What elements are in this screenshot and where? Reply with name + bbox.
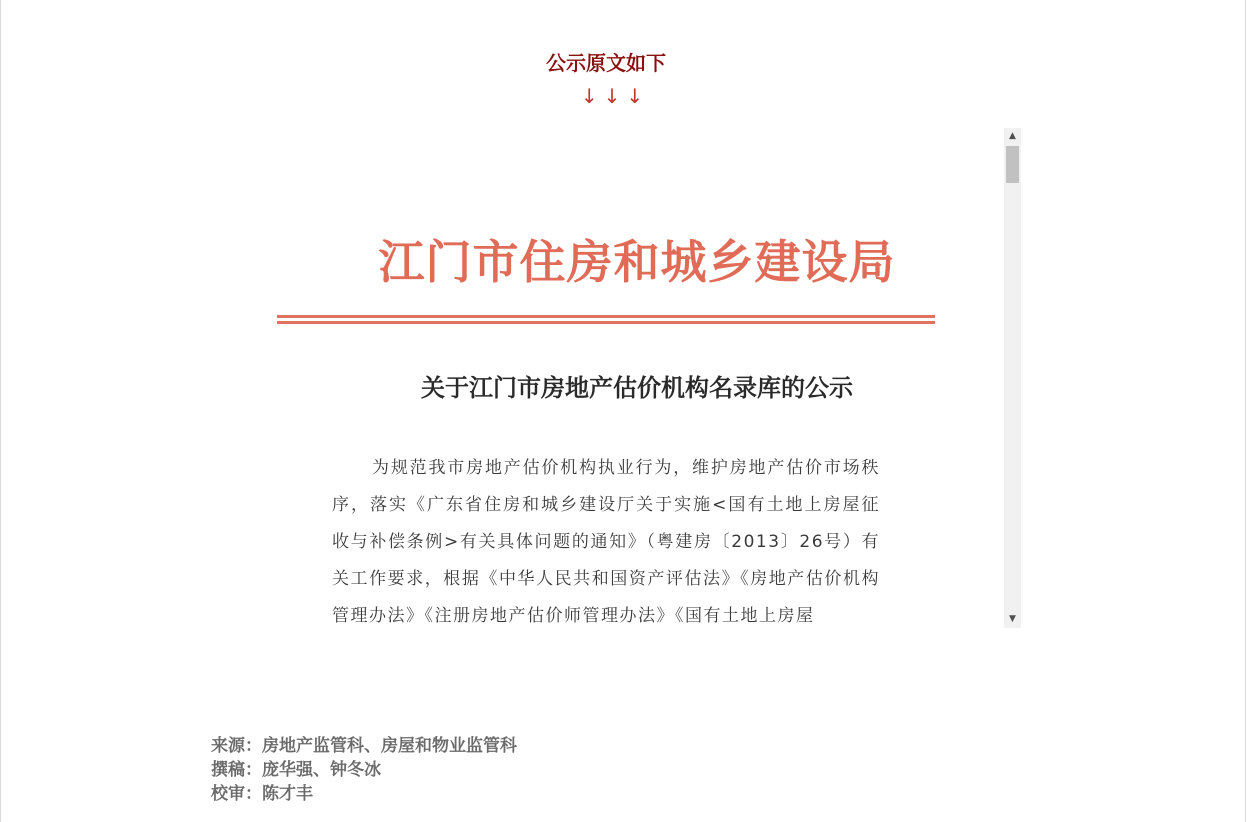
vertical-scrollbar[interactable]	[1004, 128, 1021, 628]
announcement-heading: 公示原文如下	[546, 51, 666, 75]
footer-author-value: 庞华强、钟冬冰	[262, 760, 381, 780]
scroll-up-icon[interactable]: ▲	[1009, 131, 1016, 141]
document-org-name: 江门市住房和城乡建设局	[378, 235, 896, 289]
page-border-left	[0, 0, 1, 822]
footer-reviewer-value: 陈才丰	[262, 784, 313, 804]
footer-reviewer-row	[211, 782, 517, 806]
article-footer	[211, 734, 517, 806]
scrollbar-thumb[interactable]	[1006, 146, 1019, 183]
document-viewer[interactable]	[270, 128, 1021, 628]
document-page	[270, 128, 1004, 628]
down-arrows-icon: ↓↓↓	[580, 84, 650, 108]
page-border-right	[1245, 0, 1246, 822]
footer-source-value: 房地产监管科、房屋和物业监管科	[262, 736, 517, 756]
document-header-rule-top	[277, 315, 935, 318]
document-header-rule-bottom	[277, 321, 935, 324]
document-body-text: 为规范我市房地产估价机构执业行为，维护房地产估价市场秩序，落实《广东省住房和城乡建设厅关于实施<国有土地上房屋征收与补偿条例>有关具体问题的通知》（粤建房〔2013〕26号）有关工作要求，根据《中华人民共和国资产评估法》《房地产估价机构管理办法》《注册房地产估价师管理办法》《国有土地上房屋	[332, 458, 880, 626]
document-title: 关于江门市房地产估价机构名录库的公示	[421, 373, 853, 402]
footer-author-row	[211, 758, 517, 782]
footer-source-label: 来源：	[211, 736, 262, 756]
footer-reviewer-label: 校审：	[211, 784, 262, 804]
footer-author-label: 撰稿：	[211, 760, 262, 780]
footer-source-row	[211, 734, 517, 758]
scroll-down-icon[interactable]: ▼	[1009, 614, 1016, 624]
